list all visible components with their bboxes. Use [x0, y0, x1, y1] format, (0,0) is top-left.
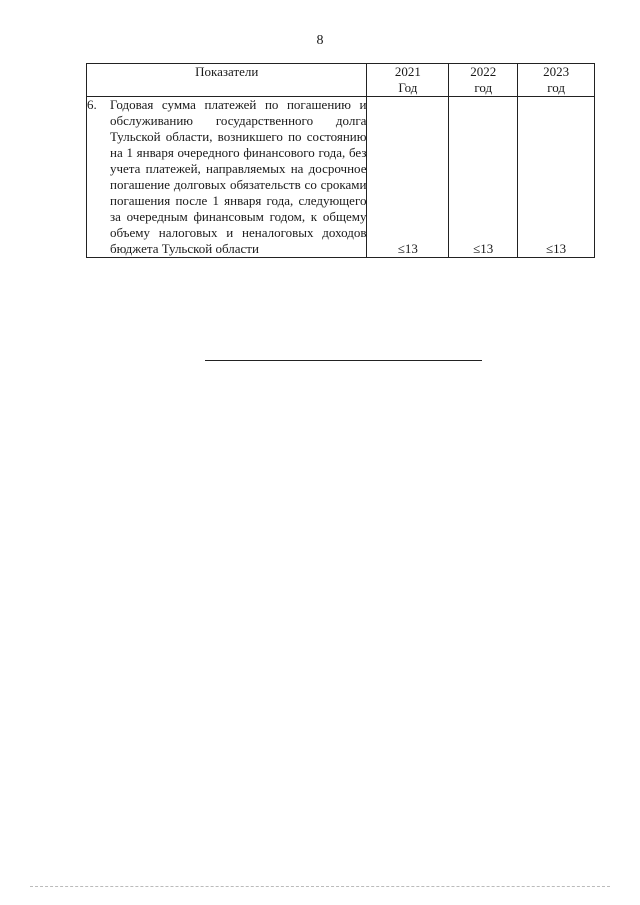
value-2022: ≤13 [449, 97, 518, 258]
header-year-value: 2021 [394, 64, 421, 79]
header-year-2023 [518, 64, 595, 97]
header-year-value: 2023 [543, 64, 570, 79]
header-year-value: 2022 [470, 64, 497, 79]
header-indicators: Показатели [87, 64, 367, 97]
header-year-label: год [474, 80, 493, 95]
table-row [87, 97, 595, 258]
table-header-row [87, 64, 595, 97]
header-year-2022 [449, 64, 518, 97]
row-number: 6. [87, 97, 97, 112]
header-year-label: Год [398, 80, 418, 95]
scan-artifact-line [30, 886, 610, 887]
value-2023: ≤13 [518, 97, 595, 258]
end-rule [205, 360, 482, 361]
header-year-2021 [367, 64, 449, 97]
indicator-text: Годовая сумма платежей по погашению и обслуживанию государственного долга Тульской области, возникшего по состоянию на 1 января очередного финансового года, без учета платежей, направляемых на досрочное погашение долговых обязательств со сроками погашения после 1 января года, следующего за очередным финансовым годом, к общему объему налоговых и неналоговых доходов бюджета Тульской области [110, 97, 367, 256]
indicators-table [86, 63, 595, 258]
value-2021: ≤13 [367, 97, 449, 258]
indicator-cell [87, 97, 367, 258]
page-number: 8 [316, 33, 324, 48]
header-year-label: год [547, 80, 565, 95]
